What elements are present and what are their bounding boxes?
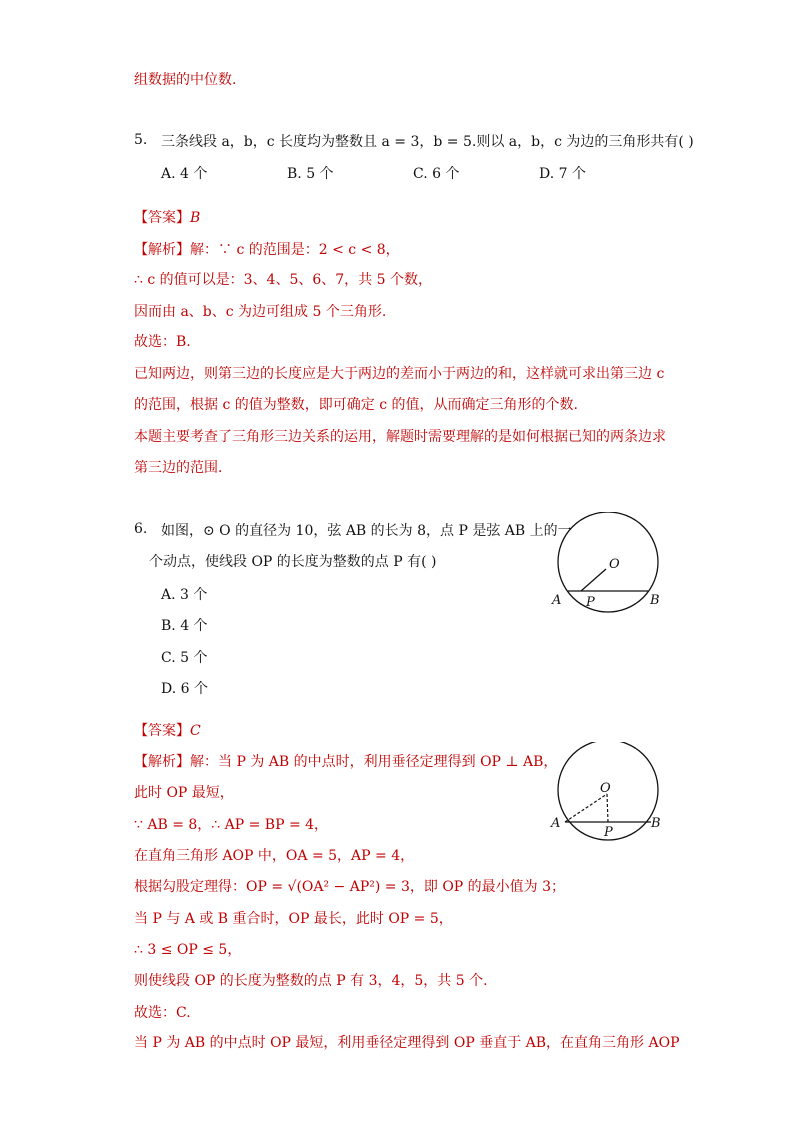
q6-analysis-line: 当 P 为 AB 的中点时 OP 最短，利用垂径定理得到 OP 垂直于 AB，在直角三角形 AOP: [134, 1035, 680, 1051]
q6-analysis-line: 则使线段 OP 的长度为整数的点 P 有 3，4，5，共 5 个.: [134, 973, 488, 989]
q6-option-a: A. 3 个: [161, 587, 208, 603]
q5-analysis-line: 因而由 a、b、c 为边可组成 5 个三角形.: [134, 304, 387, 320]
q6-analysis-line: 当 P 与 A 或 B 重合时，OP 最长，此时 OP = 5，: [134, 911, 453, 927]
label-b: B: [650, 593, 660, 608]
circle-figure-solution: [548, 742, 668, 842]
q6-option-d: D. 6 个: [161, 681, 208, 697]
answer-label: 【答案】: [134, 723, 190, 739]
question-6-number: 6.: [134, 521, 148, 537]
answer-label: 【答案】: [134, 210, 190, 226]
q5-analysis-line: 第三边的范围.: [134, 460, 223, 476]
q5-analysis-line: 本题主要考查了三角形三边关系的运用，解题时需要理解的是如何根据已知的两条边求: [134, 429, 666, 445]
q5-option-d: D. 7 个: [539, 166, 586, 182]
circle-figure-question: [548, 512, 668, 616]
answer-value: C: [190, 723, 201, 739]
segment-op: [581, 569, 606, 591]
segment-op-dashed: [607, 794, 608, 822]
q5-analysis-line: 的范围，根据 c 的值为整数，即可确定 c 的值，从而确定三角形的个数.: [134, 397, 578, 413]
q6-analysis-line: 在直角三角形 AOP 中，OA = 5，AP = 4，: [134, 848, 415, 864]
continuation-line: 组数据的中位数.: [134, 72, 237, 88]
q5-option-a: A. 4 个: [161, 166, 208, 182]
question-6-stem-line: 个动点，使线段 OP 的长度为整数的点 P 有( ): [149, 554, 437, 570]
segment-oa-dashed: [565, 794, 607, 822]
label-o: O: [609, 557, 620, 572]
circle-outline: [558, 512, 658, 612]
label-a: A: [552, 593, 562, 608]
label-p: P: [604, 825, 613, 840]
q6-answer: [134, 721, 201, 741]
q6-analysis-line: ∴ 3 ≤ OP ≤ 5，: [134, 942, 242, 958]
q5-analysis-line: 已知两边，则第三边的长度应是大于两边的差而小于两边的和，这样就可求出第三边 c: [134, 366, 665, 382]
label-a: A: [551, 816, 561, 831]
question-5-number: 5.: [134, 132, 148, 148]
label-p: P: [586, 595, 595, 610]
q5-option-b: B. 5 个: [287, 166, 334, 182]
q5-analysis-line: ∴ c 的值可以是：3、4、5、6、7，共 5 个数，: [134, 272, 432, 288]
q5-option-c: C. 6 个: [413, 166, 460, 182]
q6-analysis-line: 此时 OP 最短，: [134, 785, 234, 801]
q5-analysis-line: 【解析】解：∵ c 的范围是：2 < c < 8，: [134, 242, 400, 258]
q6-analysis-line: ∵ AB = 8，∴ AP = BP = 4，: [134, 817, 329, 833]
question-5-stem: 三条线段 a，b，c 长度均为整数且 a = 3，b = 5.则以 a，b，c 为边的三角形共有( ): [161, 134, 694, 150]
q5-answer: [134, 208, 200, 228]
q6-option-c: C. 5 个: [161, 650, 208, 666]
q6-analysis-line: 根据勾股定理得：OP = √(OA² − AP²) = 3，即 OP 的最小值为 3；: [134, 879, 566, 895]
label-o: O: [600, 781, 611, 796]
q6-analysis-line: 【解析】解：当 P 为 AB 的中点时，利用垂径定理得到 OP ⊥ AB，: [134, 754, 558, 770]
answer-value: B: [190, 210, 201, 226]
q5-analysis-line: 故选：B.: [134, 334, 191, 350]
question-6-stem-line: 如图，⊙ O 的直径为 10，弦 AB 的长为 8，点 P 是弦 AB 上的一: [161, 523, 572, 539]
label-b: B: [651, 816, 661, 831]
q6-option-b: B. 4 个: [161, 618, 208, 634]
q6-analysis-line: 故选：C.: [134, 1005, 191, 1021]
